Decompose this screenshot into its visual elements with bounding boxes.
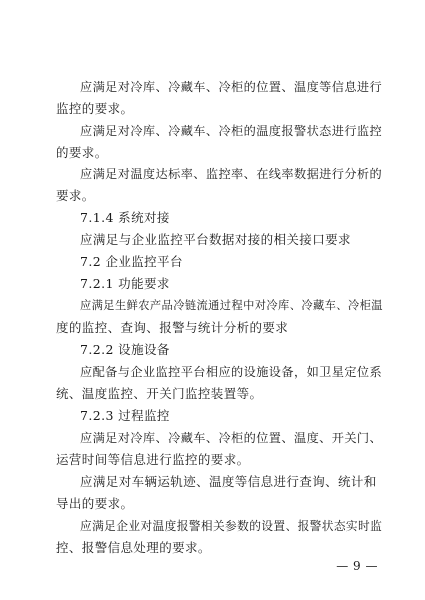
paragraph-line: 的要求。 [56, 145, 108, 160]
section-heading: 7.1.4 系统对接 [80, 210, 170, 225]
paragraph-line: 应满足对温度达标率、监控率、在线率数据进行分析的 [80, 167, 383, 181]
paragraph-line: 应满足对冷库、冷藏车、冷柜的位置、温度、开关门、 [80, 431, 383, 445]
paragraph-line: 控、报警信息处理的要求。 [56, 540, 211, 555]
paragraph-line: 运营时间等信息进行监控的要求。 [56, 452, 250, 467]
paragraph-line: 应满足对冷库、冷藏车、冷柜的温度报警状态进行监控 [80, 124, 383, 138]
paragraph-line: 导出的要求。 [56, 496, 134, 511]
paragraph-line: 应满足与企业监控平台数据对接的相关接口要求 [80, 232, 351, 247]
paragraph-line: 统、温度监控、开关门监控装置等。 [56, 386, 263, 401]
paragraph-line: 度的监控、查询、报警与统计分析的要求 [56, 320, 289, 335]
section-heading: 7.2 企业监控平台 [80, 254, 183, 269]
paragraph-line: 应满足对冷库、冷藏车、冷柜的位置、温度等信息进行 [80, 80, 383, 94]
paragraph-line: 应满足企业对温度报警相关参数的设置、报警状态实时监 [80, 519, 383, 533]
paragraph-line: 应满足对车辆运轨迹、温度等信息进行查询、统计和 [80, 474, 377, 489]
section-heading: 7.2.1 功能要求 [80, 276, 170, 291]
paragraph-line: 应满足生鲜农产品冷链流通过程中对冷库、冷藏车、冷柜温 [80, 299, 383, 312]
paragraph-line: 要求。 [56, 188, 95, 203]
section-heading: 7.2.2 设施设备 [80, 342, 170, 357]
paragraph-line: 应配备与企业监控平台相应的设施设备，如卫星定位系 [80, 365, 383, 379]
paragraph-line: 监控的要求。 [56, 101, 134, 116]
page-number: — 9 — [336, 559, 378, 573]
section-heading: 7.2.3 过程监控 [80, 408, 170, 423]
